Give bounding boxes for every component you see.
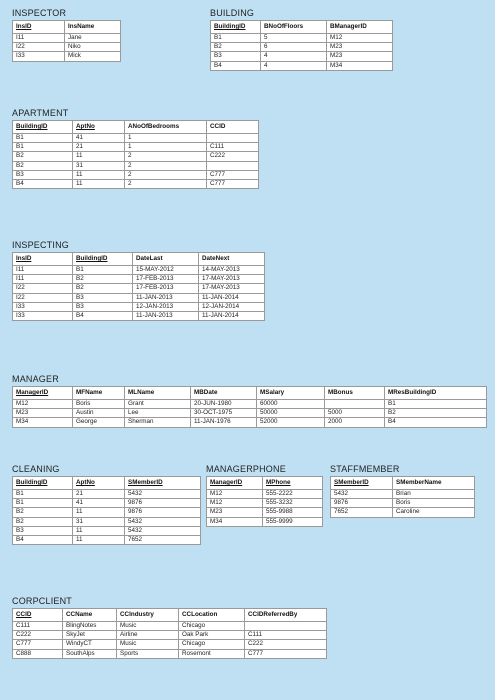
apartment-column-header: CCID	[207, 121, 259, 134]
corpclient-column-header: CCLocation	[179, 609, 245, 622]
corpclient-header-row	[13, 609, 327, 622]
inspecting-cell: B2	[73, 275, 133, 284]
building-cell: M34	[327, 61, 393, 70]
table-row	[13, 43, 121, 52]
apartment-table	[12, 120, 259, 189]
manager-cell: Boris	[73, 400, 125, 409]
apartment-cell: 41	[73, 134, 125, 143]
cleaning-cell: 5432	[125, 490, 201, 499]
inspecting-cell: 11-JAN-2014	[199, 312, 265, 321]
manager-title: MANAGER	[12, 374, 59, 384]
apartment-cell: 1	[125, 134, 207, 143]
corpclient-cell: SouthAlps	[63, 649, 117, 658]
apartment-cell: C777	[207, 170, 259, 179]
cleaning-cell: 9876	[125, 508, 201, 517]
inspecting-table	[12, 252, 265, 321]
manager-cell: 50000	[257, 409, 325, 418]
inspecting-cell: I33	[13, 302, 73, 311]
apartment-cell: 21	[73, 143, 125, 152]
managerphone-cell: M12	[207, 490, 263, 499]
corpclient-title: CORPCLIENT	[12, 596, 73, 606]
apartment-cell: 2	[125, 170, 207, 179]
table-row	[13, 499, 201, 508]
apartment-cell: B1	[13, 143, 73, 152]
inspector-table	[12, 20, 121, 62]
inspector-cell: Niko	[65, 43, 121, 52]
inspecting-cell: 12-JAN-2014	[199, 302, 265, 311]
building-cell: M23	[327, 43, 393, 52]
table-row	[13, 400, 487, 409]
corpclient-cell: Chicago	[179, 640, 245, 649]
manager-cell: M12	[13, 400, 73, 409]
table-row	[207, 499, 323, 508]
table-row	[13, 409, 487, 418]
manager-column-header: MBonus	[325, 387, 385, 400]
corpclient-column-header: CCIndustry	[117, 609, 179, 622]
corpclient-column-header: CCName	[63, 609, 117, 622]
apartment-cell: B3	[13, 170, 73, 179]
staffmember-column-header: SMemberName	[393, 477, 475, 490]
staffmember-cell: Boris	[393, 499, 475, 508]
cleaning-section	[12, 464, 201, 545]
cleaning-cell: 41	[73, 499, 125, 508]
staffmember-header-row	[331, 477, 475, 490]
corpclient-cell: SkyJet	[63, 631, 117, 640]
table-row	[331, 508, 475, 517]
corpclient-cell	[245, 622, 327, 631]
inspecting-cell: 11-JAN-2014	[199, 293, 265, 302]
table-row	[13, 275, 265, 284]
table-row	[211, 34, 393, 43]
building-table	[210, 20, 393, 71]
corpclient-cell: Airline	[117, 631, 179, 640]
managerphone-header-row	[207, 477, 323, 490]
inspecting-title: INSPECTING	[12, 240, 70, 250]
manager-column-header: MSalary	[257, 387, 325, 400]
manager-column-header: MBDate	[191, 387, 257, 400]
manager-cell: Austin	[73, 409, 125, 418]
staffmember-section	[330, 464, 475, 518]
building-column-header: BuildingID	[211, 21, 261, 34]
corpclient-cell: C111	[245, 631, 327, 640]
apartment-cell: 2	[125, 152, 207, 161]
manager-column-header: ManagerID	[13, 387, 73, 400]
building-cell: B4	[211, 61, 261, 70]
inspecting-cell: I22	[13, 293, 73, 302]
table-row	[13, 649, 327, 658]
apartment-column-header: AptNo	[73, 121, 125, 134]
table-row	[13, 622, 327, 631]
table-row	[207, 490, 323, 499]
table-row	[13, 284, 265, 293]
apartment-title: APARTMENT	[12, 108, 69, 118]
corpclient-cell: Music	[117, 622, 179, 631]
cleaning-cell: B1	[13, 490, 73, 499]
table-row	[13, 418, 487, 427]
managerphone-cell: 555-3232	[263, 499, 323, 508]
table-row	[13, 266, 265, 275]
table-row	[207, 508, 323, 517]
corpclient-section	[12, 596, 327, 659]
table-row	[13, 302, 265, 311]
manager-cell: Grant	[125, 400, 191, 409]
building-column-header: BManagerID	[327, 21, 393, 34]
inspector-header-row	[13, 21, 121, 34]
staffmember-cell: 9876	[331, 499, 393, 508]
apartment-cell: C222	[207, 152, 259, 161]
inspecting-cell: I33	[13, 312, 73, 321]
staffmember-cell: Caroline	[393, 508, 475, 517]
inspecting-cell: 14-MAY-2013	[199, 266, 265, 275]
table-row	[13, 312, 265, 321]
table-row	[211, 52, 393, 61]
apartment-section	[12, 108, 259, 189]
table-row	[13, 490, 201, 499]
inspecting-cell: 15-MAY-2012	[133, 266, 199, 275]
managerphone-title: MANAGERPHONE	[206, 464, 286, 474]
corpclient-cell: Oak Park	[179, 631, 245, 640]
corpclient-cell: Chicago	[179, 622, 245, 631]
inspecting-header-row	[13, 253, 265, 266]
apartment-cell: B4	[13, 180, 73, 189]
inspector-cell: I33	[13, 52, 65, 61]
cleaning-cell: B2	[13, 517, 73, 526]
manager-cell	[325, 400, 385, 409]
table-row	[207, 517, 323, 526]
inspecting-cell: B2	[73, 284, 133, 293]
manager-header-row	[13, 387, 487, 400]
table-row	[13, 34, 121, 43]
table-row	[13, 52, 121, 61]
cleaning-cell: B1	[13, 499, 73, 508]
corpclient-cell: Rosemont	[179, 649, 245, 658]
manager-table	[12, 386, 487, 428]
inspecting-section	[12, 240, 265, 321]
building-cell: 6	[261, 43, 327, 52]
manager-cell: B4	[385, 418, 487, 427]
manager-cell: 60000	[257, 400, 325, 409]
cleaning-cell: 9876	[125, 499, 201, 508]
cleaning-header-row	[13, 477, 201, 490]
building-column-header: BNoOfFloors	[261, 21, 327, 34]
building-cell: B3	[211, 52, 261, 61]
inspecting-cell: I22	[13, 284, 73, 293]
managerphone-cell: 555-2222	[263, 490, 323, 499]
inspector-title: INSPECTOR	[12, 8, 67, 18]
building-cell: B1	[211, 34, 261, 43]
cleaning-cell: 11	[73, 508, 125, 517]
inspecting-cell: I11	[13, 275, 73, 284]
inspector-column-header: InsName	[65, 21, 121, 34]
manager-cell: 52000	[257, 418, 325, 427]
cleaning-column-header: SMemberID	[125, 477, 201, 490]
table-row	[13, 517, 201, 526]
inspecting-column-header: DateLast	[133, 253, 199, 266]
building-cell: 5	[261, 34, 327, 43]
inspecting-cell: 17-FEB-2013	[133, 284, 199, 293]
manager-cell: George	[73, 418, 125, 427]
cleaning-cell: 5432	[125, 517, 201, 526]
corpclient-cell: WindyCT	[63, 640, 117, 649]
manager-cell: 2000	[325, 418, 385, 427]
cleaning-column-header: BuildingID	[13, 477, 73, 490]
table-row	[13, 293, 265, 302]
corpclient-cell: Music	[117, 640, 179, 649]
inspecting-cell: 17-MAY-2013	[199, 275, 265, 284]
manager-cell: M34	[13, 418, 73, 427]
managerphone-cell: 555-9999	[263, 517, 323, 526]
cleaning-table	[12, 476, 201, 545]
table-row	[13, 180, 259, 189]
corpclient-cell: C222	[13, 631, 63, 640]
inspecting-cell: 17-FEB-2013	[133, 275, 199, 284]
managerphone-cell: M23	[207, 508, 263, 517]
staffmember-cell: 5432	[331, 490, 393, 499]
apartment-cell: 2	[125, 161, 207, 170]
inspecting-cell: B1	[73, 266, 133, 275]
apartment-header-row	[13, 121, 259, 134]
managerphone-column-header: ManagerID	[207, 477, 263, 490]
managerphone-table	[206, 476, 323, 527]
cleaning-cell: B2	[13, 508, 73, 517]
apartment-cell: 2	[125, 180, 207, 189]
manager-cell: Sherman	[125, 418, 191, 427]
building-cell: B2	[211, 43, 261, 52]
apartment-cell: 11	[73, 180, 125, 189]
table-row	[13, 161, 259, 170]
manager-section	[12, 374, 487, 428]
corpclient-column-header: CCIDReferredBy	[245, 609, 327, 622]
inspector-cell: Jane	[65, 34, 121, 43]
inspector-column-header: InsID	[13, 21, 65, 34]
building-title: BUILDING	[210, 8, 255, 18]
inspecting-column-header: BuildingID	[73, 253, 133, 266]
staffmember-column-header: SMemberID	[331, 477, 393, 490]
inspecting-cell: 11-JAN-2013	[133, 312, 199, 321]
table-row	[211, 61, 393, 70]
manager-column-header: MFName	[73, 387, 125, 400]
inspecting-cell: I11	[13, 266, 73, 275]
cleaning-column-header: AptNo	[73, 477, 125, 490]
staffmember-cell: Brian	[393, 490, 475, 499]
cleaning-cell: 31	[73, 517, 125, 526]
inspector-cell: I11	[13, 34, 65, 43]
apartment-cell: 31	[73, 161, 125, 170]
table-row	[13, 640, 327, 649]
table-row	[331, 490, 475, 499]
building-section	[210, 8, 393, 71]
inspecting-cell: B3	[73, 293, 133, 302]
apartment-column-header: BuildingID	[13, 121, 73, 134]
manager-cell: 20-JUN-1980	[191, 400, 257, 409]
table-row	[13, 631, 327, 640]
cleaning-cell: 21	[73, 490, 125, 499]
building-cell: 4	[261, 61, 327, 70]
apartment-cell: 11	[73, 170, 125, 179]
apartment-cell: C777	[207, 180, 259, 189]
apartment-cell: B2	[13, 152, 73, 161]
apartment-cell: 11	[73, 152, 125, 161]
staffmember-table	[330, 476, 475, 518]
corpclient-cell: C777	[13, 640, 63, 649]
manager-cell: B2	[385, 409, 487, 418]
corpclient-cell: BlingNotes	[63, 622, 117, 631]
inspecting-cell: 11-JAN-2013	[133, 293, 199, 302]
corpclient-table	[12, 608, 327, 659]
manager-cell: 11-JAN-1976	[191, 418, 257, 427]
table-row	[13, 170, 259, 179]
inspecting-cell: B3	[73, 302, 133, 311]
building-cell: 4	[261, 52, 327, 61]
manager-cell: Lee	[125, 409, 191, 418]
inspecting-column-header: DateNext	[199, 253, 265, 266]
cleaning-cell: B3	[13, 526, 73, 535]
table-row	[13, 143, 259, 152]
cleaning-cell: 11	[73, 526, 125, 535]
managerphone-cell: M34	[207, 517, 263, 526]
corpclient-cell: Sports	[117, 649, 179, 658]
managerphone-cell: 555-9988	[263, 508, 323, 517]
building-header-row	[211, 21, 393, 34]
manager-column-header: MLName	[125, 387, 191, 400]
inspector-section	[12, 8, 121, 62]
apartment-cell	[207, 134, 259, 143]
inspecting-cell: B4	[73, 312, 133, 321]
manager-cell: M23	[13, 409, 73, 418]
table-row	[13, 134, 259, 143]
inspector-cell: Mick	[65, 52, 121, 61]
corpclient-column-header: CCID	[13, 609, 63, 622]
apartment-cell: C111	[207, 143, 259, 152]
inspector-cell: I22	[13, 43, 65, 52]
table-row	[331, 499, 475, 508]
corpclient-cell: C111	[13, 622, 63, 631]
building-cell: M23	[327, 52, 393, 61]
inspecting-column-header: InsID	[13, 253, 73, 266]
inspecting-cell: 12-JAN-2013	[133, 302, 199, 311]
apartment-cell: B2	[13, 161, 73, 170]
corpclient-cell: C777	[245, 649, 327, 658]
corpclient-cell: C222	[245, 640, 327, 649]
apartment-column-header: ANoOfBedrooms	[125, 121, 207, 134]
managerphone-section	[206, 464, 323, 527]
managerphone-cell: M12	[207, 499, 263, 508]
manager-column-header: MResBuildingID	[385, 387, 487, 400]
building-cell: M12	[327, 34, 393, 43]
cleaning-cell: 5432	[125, 526, 201, 535]
managerphone-column-header: MPhone	[263, 477, 323, 490]
manager-cell: 30-OCT-1975	[191, 409, 257, 418]
staffmember-title: STAFFMEMBER	[330, 464, 400, 474]
manager-cell: 5000	[325, 409, 385, 418]
cleaning-cell: B4	[13, 536, 73, 545]
cleaning-cell: 7652	[125, 536, 201, 545]
apartment-cell: B1	[13, 134, 73, 143]
table-row	[13, 508, 201, 517]
table-row	[211, 43, 393, 52]
table-row	[13, 526, 201, 535]
cleaning-cell: 11	[73, 536, 125, 545]
table-row	[13, 536, 201, 545]
corpclient-cell: C888	[13, 649, 63, 658]
apartment-cell	[207, 161, 259, 170]
table-row	[13, 152, 259, 161]
apartment-cell: 1	[125, 143, 207, 152]
inspecting-cell: 17-MAY-2013	[199, 284, 265, 293]
cleaning-title: CLEANING	[12, 464, 60, 474]
manager-cell: B1	[385, 400, 487, 409]
staffmember-cell: 7652	[331, 508, 393, 517]
